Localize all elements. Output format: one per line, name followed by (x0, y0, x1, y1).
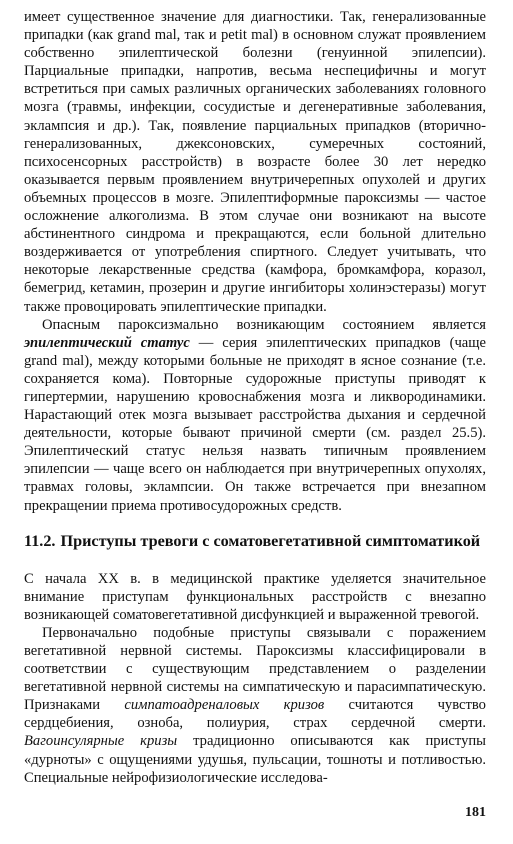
para4-text-a: Первоначально подобные приступы связывали с поражением вегетативной нервной системы. Пароксизмы классифицировали в соответствии с существующим представлением о разделении вегетативной нервной системы на симпатическую и парасимпатическую. Признаками (24, 624, 486, 714)
para2-text-before: Опасным пароксизмально возникающим состоянием является (42, 316, 486, 333)
section-heading (24, 532, 486, 551)
paragraph-vegetative-crises (24, 624, 486, 787)
term-status-epilepticus: эпилептический статус (24, 334, 190, 351)
para4-text-b: считаются чувство сердцебиения, озноба, полиурия, страх сердечной смерти. (24, 697, 486, 732)
term-sympathoadrenal-crises: симпатоадреналовых кризов (124, 697, 325, 714)
page-body (24, 8, 486, 787)
section-title: Приступы тревоги с соматовегетативной симптоматикой (60, 531, 481, 550)
section-number: 11.2. (24, 531, 56, 550)
page-number: 181 (465, 805, 486, 820)
paragraph-status-epilepticus (24, 316, 486, 515)
paragraph-intro-anxiety: С начала XX в. в медицинской практике уделяется значительное внимание приступам функциональных расстройств с внезапно возникающей соматовегетативной дисфункцией и выраженной тревогой. (24, 570, 486, 623)
term-vagoinsular-crises: Вагоинсулярные кризы (24, 733, 178, 750)
para4-text-c: традиционно описываются как приступы «дурноты» с ощущениями удушья, пульсации, тошноты и потливостью. Специальные нейрофизиологические исследова- (24, 733, 486, 786)
paragraph-epilepsy-seizures: имеет существенное значение для диагностики. Так, генерализованные припадки (как grand mal, так и petit mal) в основном служат проявлением собственно эпилептической болезни (генуинной эпилепсии). Парциальные припадки, напротив, весьма неспецифичны и могут встретиться при самых различных органических заболеваниях головного мозга (травмы, инфекции, сосудистые и дегенеративные заболевания, эклампсия и др.). Так, появление парциальных припадков (вторично-генерализованных, джексоновских, сумеречных состояний, психосенсорных расстройств) в возрасте более 30 лет нередко оказывается первым проявлением внутричерепных опухолей и других объемных процессов в мозге. Эпилептиформные пароксизмы — частое осложнение алкоголизма. В этом случае они возникают на высоте абстинентного синдрома и прекращаются, если больной длительно воздерживается от употребления спиртного. Следует учитывать, что некоторые лекарственные средства (камфора, бромкамфора, коразол, бемегрид, кетамин, прозерин и другие ингибиторы холинэстеразы) могут также провоцировать эпилептические припадки. (24, 9, 486, 315)
para2-text-after: — серия эпилептических припадков (чаще grand mal), между которыми больные не приходят в ясное сознание (т.е. сохраняется кома). Повторные судорожные приступы приводят к гипертермии, нарушению кровоснабжения мозга и ликвородинамики. Нарастающий отек мозга вызывает расстройства дыхания и сердечной деятельности, которые бывают причиной смерти (см. раздел 25.5). Эпилептический статус нельзя назвать типичным проявлением эпилепсии — чаще всего он наблюдается при внутричерепных опухолях, травмах головы, эклампсии. Он также встречается при внезапном прекращении приема противосудорожных средств. (24, 334, 486, 514)
